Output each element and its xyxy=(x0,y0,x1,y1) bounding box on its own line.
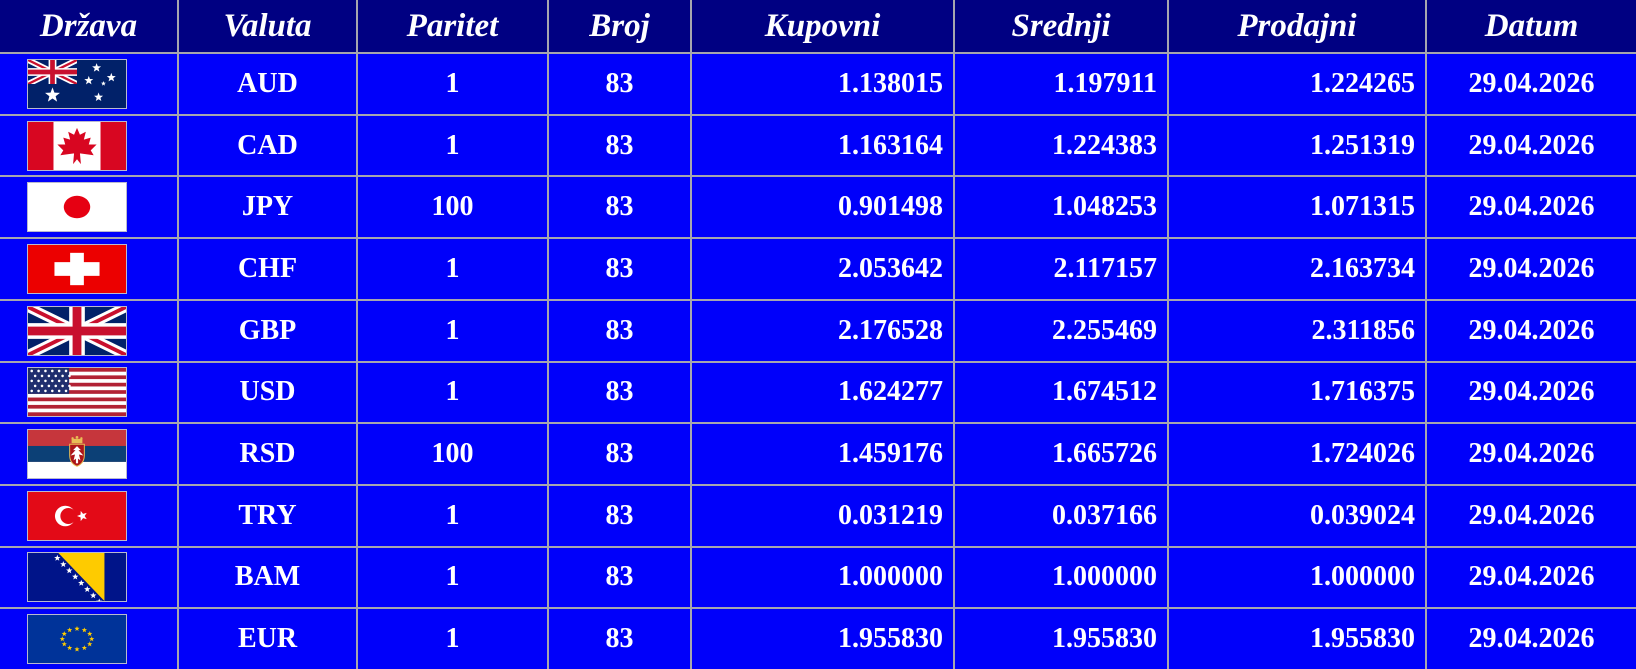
currency-code: USD xyxy=(177,363,356,423)
date-value: 29.04.2026 xyxy=(1425,301,1636,361)
date-value: 29.04.2026 xyxy=(1425,363,1636,423)
middle-rate: 1.197911 xyxy=(953,54,1167,114)
currency-code: TRY xyxy=(177,486,356,546)
table-row xyxy=(0,546,1636,608)
table-row xyxy=(0,114,1636,176)
flag-bosnia-herzegovina-icon xyxy=(27,552,127,602)
country-flag-cell xyxy=(0,363,177,423)
flag-canada-icon xyxy=(27,121,127,171)
selling-rate: 1.955830 xyxy=(1167,609,1425,669)
middle-rate: 1.224383 xyxy=(953,116,1167,176)
date-value: 29.04.2026 xyxy=(1425,486,1636,546)
middle-rate: 2.117157 xyxy=(953,239,1167,299)
buying-rate: 1.138015 xyxy=(690,54,953,114)
date-value: 29.04.2026 xyxy=(1425,609,1636,669)
buying-rate: 1.163164 xyxy=(690,116,953,176)
flag-turkey-icon xyxy=(27,491,127,541)
buying-rate: 2.053642 xyxy=(690,239,953,299)
flag-australia-icon xyxy=(27,59,127,109)
flag-european-union-icon xyxy=(27,614,127,664)
middle-rate: 2.255469 xyxy=(953,301,1167,361)
currency-number: 83 xyxy=(547,609,690,669)
date-value: 29.04.2026 xyxy=(1425,177,1636,237)
date-value: 29.04.2026 xyxy=(1425,239,1636,299)
country-flag-cell xyxy=(0,486,177,546)
table-row xyxy=(0,422,1636,484)
column-header-prodajni: Prodajni xyxy=(1167,0,1425,52)
table-body xyxy=(0,52,1636,669)
middle-rate: 1.955830 xyxy=(953,609,1167,669)
country-flag-cell xyxy=(0,54,177,114)
middle-rate: 0.037166 xyxy=(953,486,1167,546)
parity-value: 1 xyxy=(356,54,547,114)
currency-code: AUD xyxy=(177,54,356,114)
flag-usa-icon xyxy=(27,367,127,417)
parity-value: 1 xyxy=(356,301,547,361)
selling-rate: 1.724026 xyxy=(1167,424,1425,484)
date-value: 29.04.2026 xyxy=(1425,54,1636,114)
column-header-broj: Broj xyxy=(547,0,690,52)
table-row xyxy=(0,237,1636,299)
country-flag-cell xyxy=(0,548,177,608)
flag-switzerland-icon xyxy=(27,244,127,294)
parity-value: 100 xyxy=(356,424,547,484)
buying-rate: 1.000000 xyxy=(690,548,953,608)
country-flag-cell xyxy=(0,609,177,669)
flag-united-kingdom-icon xyxy=(27,306,127,356)
buying-rate: 0.901498 xyxy=(690,177,953,237)
buying-rate: 1.459176 xyxy=(690,424,953,484)
parity-value: 1 xyxy=(356,363,547,423)
currency-number: 83 xyxy=(547,486,690,546)
column-header-datum: Datum xyxy=(1425,0,1636,52)
parity-value: 1 xyxy=(356,609,547,669)
selling-rate: 1.251319 xyxy=(1167,116,1425,176)
column-header-kupovni: Kupovni xyxy=(690,0,953,52)
middle-rate: 1.665726 xyxy=(953,424,1167,484)
currency-number: 83 xyxy=(547,363,690,423)
selling-rate: 2.311856 xyxy=(1167,301,1425,361)
date-value: 29.04.2026 xyxy=(1425,424,1636,484)
table-row xyxy=(0,299,1636,361)
table-row xyxy=(0,52,1636,114)
table-row xyxy=(0,607,1636,669)
currency-number: 83 xyxy=(547,116,690,176)
selling-rate: 1.716375 xyxy=(1167,363,1425,423)
table-row xyxy=(0,484,1636,546)
currency-code: EUR xyxy=(177,609,356,669)
middle-rate: 1.674512 xyxy=(953,363,1167,423)
date-value: 29.04.2026 xyxy=(1425,116,1636,176)
flag-japan-icon xyxy=(27,182,127,232)
currency-number: 83 xyxy=(547,301,690,361)
middle-rate: 1.048253 xyxy=(953,177,1167,237)
table-row xyxy=(0,361,1636,423)
middle-rate: 1.000000 xyxy=(953,548,1167,608)
currency-number: 83 xyxy=(547,424,690,484)
currency-number: 83 xyxy=(547,548,690,608)
table-header xyxy=(0,0,1636,52)
parity-value: 100 xyxy=(356,177,547,237)
currency-code: BAM xyxy=(177,548,356,608)
selling-rate: 1.224265 xyxy=(1167,54,1425,114)
currency-number: 83 xyxy=(547,177,690,237)
buying-rate: 1.624277 xyxy=(690,363,953,423)
selling-rate: 2.163734 xyxy=(1167,239,1425,299)
currency-code: CAD xyxy=(177,116,356,176)
country-flag-cell xyxy=(0,239,177,299)
parity-value: 1 xyxy=(356,486,547,546)
parity-value: 1 xyxy=(356,548,547,608)
selling-rate: 1.000000 xyxy=(1167,548,1425,608)
column-header-valuta: Valuta xyxy=(177,0,356,52)
currency-number: 83 xyxy=(547,239,690,299)
column-header-paritet: Paritet xyxy=(356,0,547,52)
date-value: 29.04.2026 xyxy=(1425,548,1636,608)
flag-serbia-icon xyxy=(27,429,127,479)
currency-code: GBP xyxy=(177,301,356,361)
buying-rate: 0.031219 xyxy=(690,486,953,546)
buying-rate: 2.176528 xyxy=(690,301,953,361)
selling-rate: 1.071315 xyxy=(1167,177,1425,237)
column-header-drzava: Država xyxy=(39,7,138,44)
currency-number: 83 xyxy=(547,54,690,114)
country-flag-cell xyxy=(0,116,177,176)
column-header-srednji: Srednji xyxy=(953,0,1167,52)
parity-value: 1 xyxy=(356,239,547,299)
selling-rate: 0.039024 xyxy=(1167,486,1425,546)
buying-rate: 1.955830 xyxy=(690,609,953,669)
parity-value: 1 xyxy=(356,116,547,176)
country-flag-cell xyxy=(0,177,177,237)
country-flag-cell xyxy=(0,424,177,484)
table-row xyxy=(0,175,1636,237)
currency-code: RSD xyxy=(177,424,356,484)
currency-code: CHF xyxy=(177,239,356,299)
currency-code: JPY xyxy=(177,177,356,237)
country-flag-cell xyxy=(0,301,177,361)
